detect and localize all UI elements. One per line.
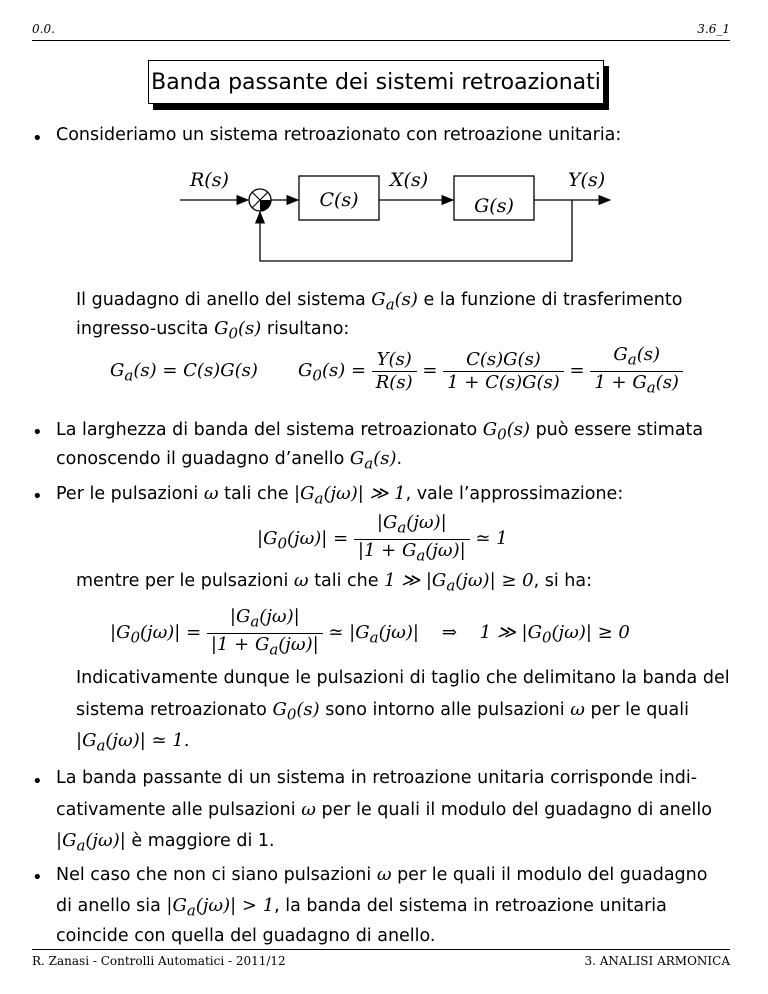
- para2-line: mentre per le pulsazioni ω tali che 1 ≫ $|G_a(j\omega)| \ge 0$, si ha:: [76, 570, 593, 595]
- bullet5-line2: di anello sia $|G_a(j\omega)| > 1$, la banda del sistema in retroazione unitaria: [56, 895, 667, 920]
- bullet2-line1: La larghezza di banda del sistema retroazionato $G_0(s)$ può essere stimata: [56, 419, 704, 444]
- negative-sign-sector: [260, 200, 271, 211]
- eq-open-loop: $G_a(s) = C(s)G(s)$: [110, 360, 258, 385]
- page-title-text: Banda passante dei sistemi retroazionati: [151, 69, 601, 95]
- bullet5-line3: coincide con quella del guadagno di anello.: [56, 926, 436, 946]
- bullet-dot: •: [32, 771, 43, 792]
- para3-line1: Indicativamente dunque le pulsazioni di taglio che delimitano la banda del: [76, 668, 730, 688]
- bullet3-line1: Per le pulsazioni ω tali che $|G_a(j\omega)|$ ≫ 1, vale l’approssimazione:: [56, 483, 624, 508]
- para3-line3: $|G_a(j\omega)|$ ≃ 1.: [76, 730, 190, 755]
- bullet1-text: Consideriamo un sistema retroazionato con retroazione unitaria:: [56, 125, 622, 145]
- block-diagram: [170, 160, 620, 270]
- header-right: 3.6_1: [697, 22, 730, 36]
- controller-label: C(s): [319, 189, 359, 211]
- footer-left: R. Zanasi - Controlli Automatici - 2011/12: [32, 954, 286, 968]
- bullet2-line2: conoscendo il guadagno d’anello $G_a(s)$.: [56, 448, 403, 473]
- bullet4-line3: $|G_a(j\omega)|$ è maggiore di 1.: [56, 830, 275, 855]
- para1-line2: ingresso-uscita $G_0(s)$ risultano:: [76, 318, 350, 343]
- plant-label: G(s): [474, 195, 514, 217]
- eq-high-gain: $|G_0(j\omega)|$ = $\frac{|G_a(j\omega)|}{|1 + G_a(j\omega)|}$ ≃ 1: [257, 512, 508, 565]
- footer-rule: [32, 949, 730, 950]
- page-title: [148, 60, 604, 104]
- header-rule: [32, 40, 730, 41]
- eq-closed-loop: $G_0(s)$ = $\frac{Y(s)}{R(s)}$ = $\frac{C(s)G(s)}{1 + C(s)G(s)}$ = $\frac{G_a(s)}{1 + G_a(s)}$: [298, 344, 683, 398]
- bullet4-line1: La banda passante di un sistema in retroazione unitaria corrisponde indi-: [56, 768, 698, 788]
- eq-low-gain: $|G_0(j\omega)|$ = $\frac{|G_a(j\omega)|}{|1 + G_a(j\omega)|}$ ≃ $|G_a(j\omega)|$ ⇒ 1 ≫ $|G_0(j\omega)| \ge 0$: [110, 606, 630, 659]
- bullet5-line1: Nel caso che non ci siano pulsazioni ω per le quali il modulo del guadagno: [56, 864, 708, 885]
- intermediate-label: X(s): [390, 169, 429, 191]
- bullet-dot: •: [32, 422, 43, 443]
- para3-line2: sistema retroazionato $G_0(s)$ sono intorno alle pulsazioni ω per le quali: [76, 699, 689, 724]
- bullet4-line2: cativamente alle pulsazioni ω per le quali il modulo del guadagno di anello: [56, 799, 712, 820]
- output-label: Y(s): [568, 169, 606, 191]
- header-left: 0.0.: [32, 22, 55, 36]
- para1-line1: Il guadagno di anello del sistema $G_a(s)$ e la funzione di trasferimento: [76, 289, 683, 314]
- footer-right: 3. ANALISI ARMONICA: [584, 954, 730, 968]
- bullet-dot: •: [32, 486, 43, 507]
- bullet-dot: •: [32, 867, 43, 888]
- input-label: R(s): [190, 169, 229, 191]
- bullet-dot: •: [32, 128, 43, 149]
